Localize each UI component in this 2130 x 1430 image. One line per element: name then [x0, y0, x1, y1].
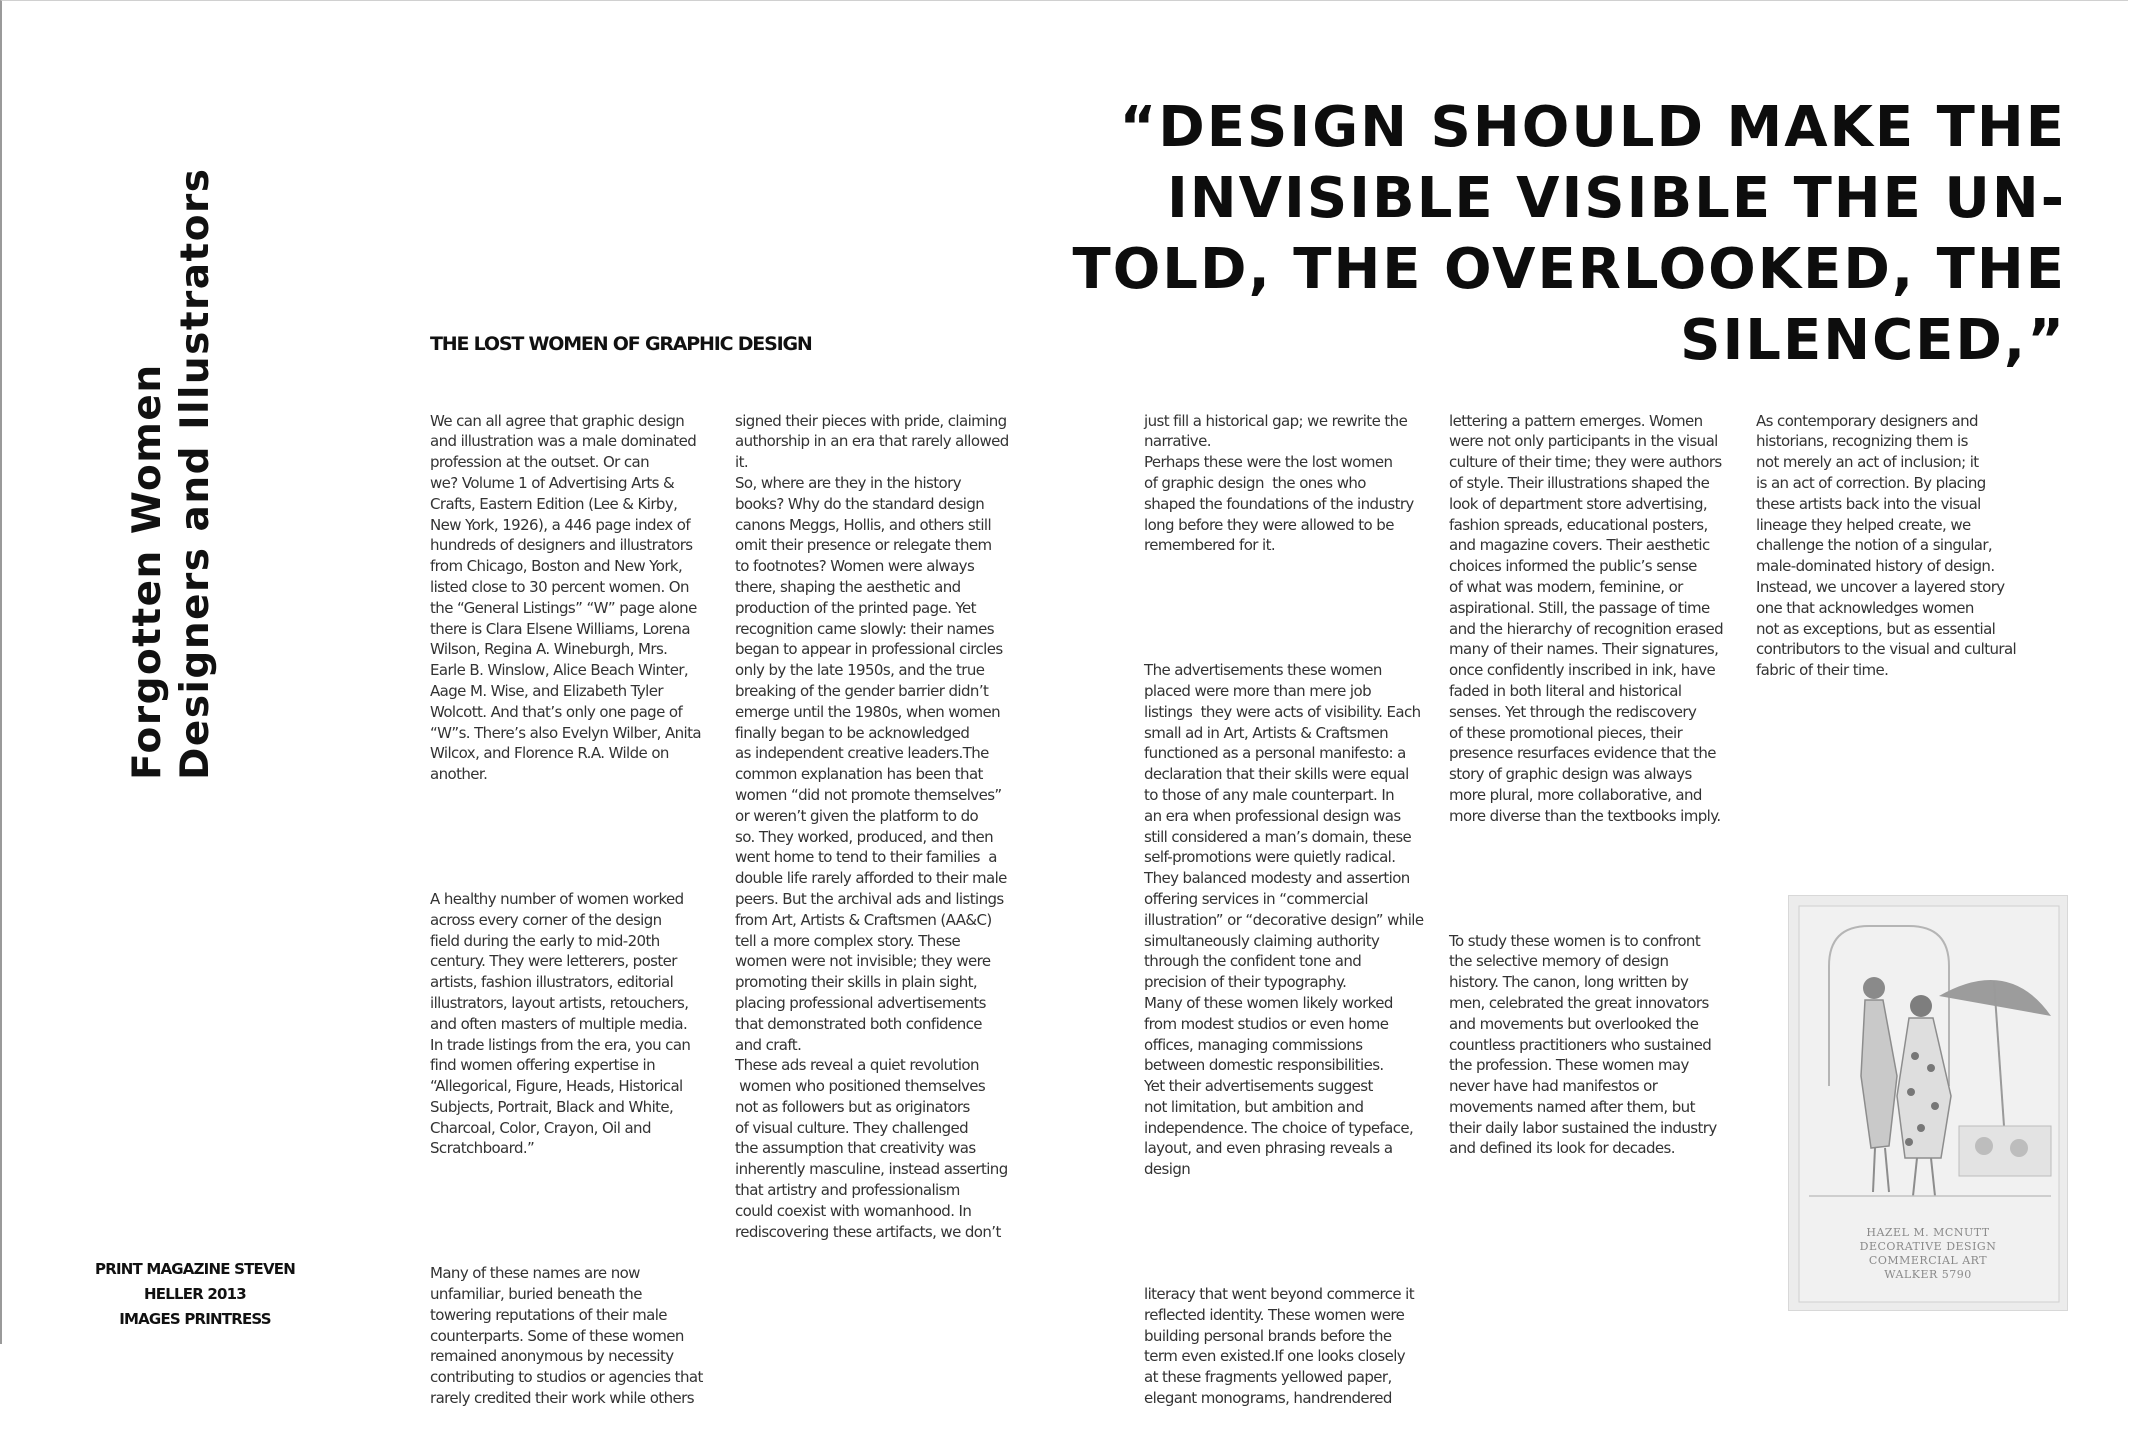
photo-credit: [80, 1257, 310, 1332]
paragraph: signed their pieces with pride, claiming authorship in an era that rarely allowed it. So, where are they in the history books? Why do the standard design canons Meggs, Hollis, and others still omit their presence or relegate them to footnotes? Women were always there, shaping the aesthetic and production of the printed page. Yet recognition came slowly: their names began to appear in professional circles only by the late 1950s, and the true breaking of the gender barrier didn’t emerge until the 1980s, when women finally began to be acknowledged as independent creative leaders.The common explanation has been that women “did not promote themselves” or weren’t given the platform to do so. They worked, produced, and then went home to tend to their families a double life rarely afforded to their male peers. But the archival ads and listings from Art, Artists & Craftsmen (AA&C) tell a more complex story. These women were not invisible; they were promoting their skills in plain sight, placing professional advertisements that demonstrated both confidence and craft. These ads reveal a quiet revolution women who positioned themselves not as followers but as originators of visual culture. They challenged the assumption that creativity was inherently masculine, instead asserting that artistry and professionalism could coexist with womanhood. In rediscovering these artifacts, we don’t: [735, 411, 1009, 1241]
paragraph: just fill a historical gap; we rewrite the narrative. Perhaps these were the lost women of graphic design the ones who shaped the foundations of the industry long before they were allowed to be remembered for it.: [1144, 411, 1414, 555]
paragraph: Many of these names are now unfamiliar, buried beneath the towering reputations of their male counterparts. Some of these women remained anonymous by necessity contributing to studios or agencies that rarely credited their work while others: [430, 1264, 703, 1408]
paragraph: lettering a pattern emerges. Women were not only participants in the visual culture of their time; they were authors of style. Their illustrations shaped the look of department store advertising, fashion spreads, educational posters, and magazine covers. Their aesthetic choices informed the public’s sense of what was modern, feminine, or aspirational. Still, the passage of time and the hierarchy of recognition erased many of their names. Their signatures, once confidently inscribed in ink, have faded in both literal and historical senses. Yet through the rediscovery of these promotional pieces, their presence resurfaces evidence that the story of graphic design was always more plural, more collaborative, and more diverse than the textbooks imply.: [1449, 411, 1724, 825]
vertical-title-line-1: Forgotten Women: [125, 363, 170, 780]
paragraph: A healthy number of women worked across every corner of the design field during the early to mid-20th century. They were letterers, poster artists, fashion illustrators, editorial illustrators, layout artists, retouchers, and often masters of multiple media. In trade listings from the era, you can find women offering expertise in “Allegorical, Figure, Heads, Historical Subjects, Portrait, Black and White, Charcoal, Color, Crayon, Oil and Scratchboard.”: [430, 889, 691, 1158]
paragraph: To study these women is to confront the selective memory of design history. The canon, long written by men, celebrated the great innovators and movements but overlooked the countless practitioners who sustained the profession. These women may never have had manifestos or movements named after them, but their daily labor sustained the industry and defined its look for decades.: [1449, 931, 1717, 1158]
article-column-4: [1449, 369, 1731, 1180]
paragraph: We can all agree that graphic design and illustration was a male dominated profession at the outset. Or can we? Volume 1 of Advertising Arts & Crafts, Eastern Edition (Lee & Kirby, New York, 1926), a 446 page index of hundreds of designers and illustrators from Chicago, Boston and New York, listed close to 30 percent women. On the “General Listings” “W” page alone there is Clara Elsene Williams, Lorena Wilson, Regina A. Wineburgh, Mrs. Earle B. Winslow, Alice Beach Winter, Aage M. Wise, and Elizabeth Tyler Wolcott. And that’s only one page of “W”s. There’s also Evelyn Wilber, Anita Wilcox, and Florence R.A. Wilde on another.: [430, 411, 701, 784]
article-headline: THE LOST WOMEN OF GRAPHIC DESIGN: [430, 333, 812, 355]
pull-quote-line-2: INVISIBLE VISIBLE THE UN-: [1166, 166, 2066, 231]
art-deco-fashion-illustration-icon: [1788, 895, 2068, 1311]
credit-line-2: IMAGES PRINTRESS: [119, 1310, 271, 1328]
article-column-1: [430, 369, 712, 1430]
vertical-title-line-2: Designers and Illustrators: [173, 167, 218, 780]
article-column-5: [1756, 369, 2038, 702]
credit-line-1: PRINT MAGAZINE STEVEN HELLER 2013: [95, 1260, 295, 1303]
paragraph: literacy that went beyond commerce it reflected identity. These women were building personal brands before the term even existed.If one looks closely at these fragments yellowed paper, elegant monograms, handrendered: [1144, 1285, 1414, 1408]
paragraph: As contemporary designers and historians, recognizing them is not merely an act of inclusion; it is an act of correction. By placing these artists back into the visual lineage they helped create, we challenge the notion of a singular, male-dominated history of design. Instead, we uncover a layered story one that acknowledges women not as exceptions, but as essential contributors to the visual and cultural fabric of their time.: [1756, 411, 2017, 680]
paragraph: The advertisements these women placed were more than mere job listings they were acts of visibility. Each small ad in Art, Artists & Craftsmen functioned as a personal manifesto: a declaration that their skills were equal to those of any male counterpart. In an era when professional design was still considered a man’s domain, these self-promotions were quietly radical. They balanced modesty and assertion offering services in “commercial illustration” or “decorative design” while simultaneously claiming authority through the confident tone and precision of their typography. Many of these women likely worked from modest studios or even home offices, managing commissions between domestic responsibilities. Yet their advertisements suggest not limitation, but ambition and independence. The choice of typeface, layout, and even phrasing reveals a design: [1144, 661, 1424, 1179]
pull-quote-line-4: SILENCED,”: [1680, 308, 2066, 373]
pull-quote-line-3: TOLD, THE OVERLOOKED, THE: [1072, 237, 2066, 302]
pull-quote: [1046, 92, 2066, 376]
illustration-signature: HAZEL M. MCNUTT DECORATIVE DESIGN COMMERCIAL ART WALKER 5790: [1859, 1226, 1997, 1281]
vertical-title: [124, 60, 220, 780]
article-column-3: [1144, 369, 1426, 1430]
pull-quote-line-1: “DESIGN SHOULD MAKE THE: [1119, 95, 2066, 160]
article-column-2: [735, 369, 1017, 1263]
